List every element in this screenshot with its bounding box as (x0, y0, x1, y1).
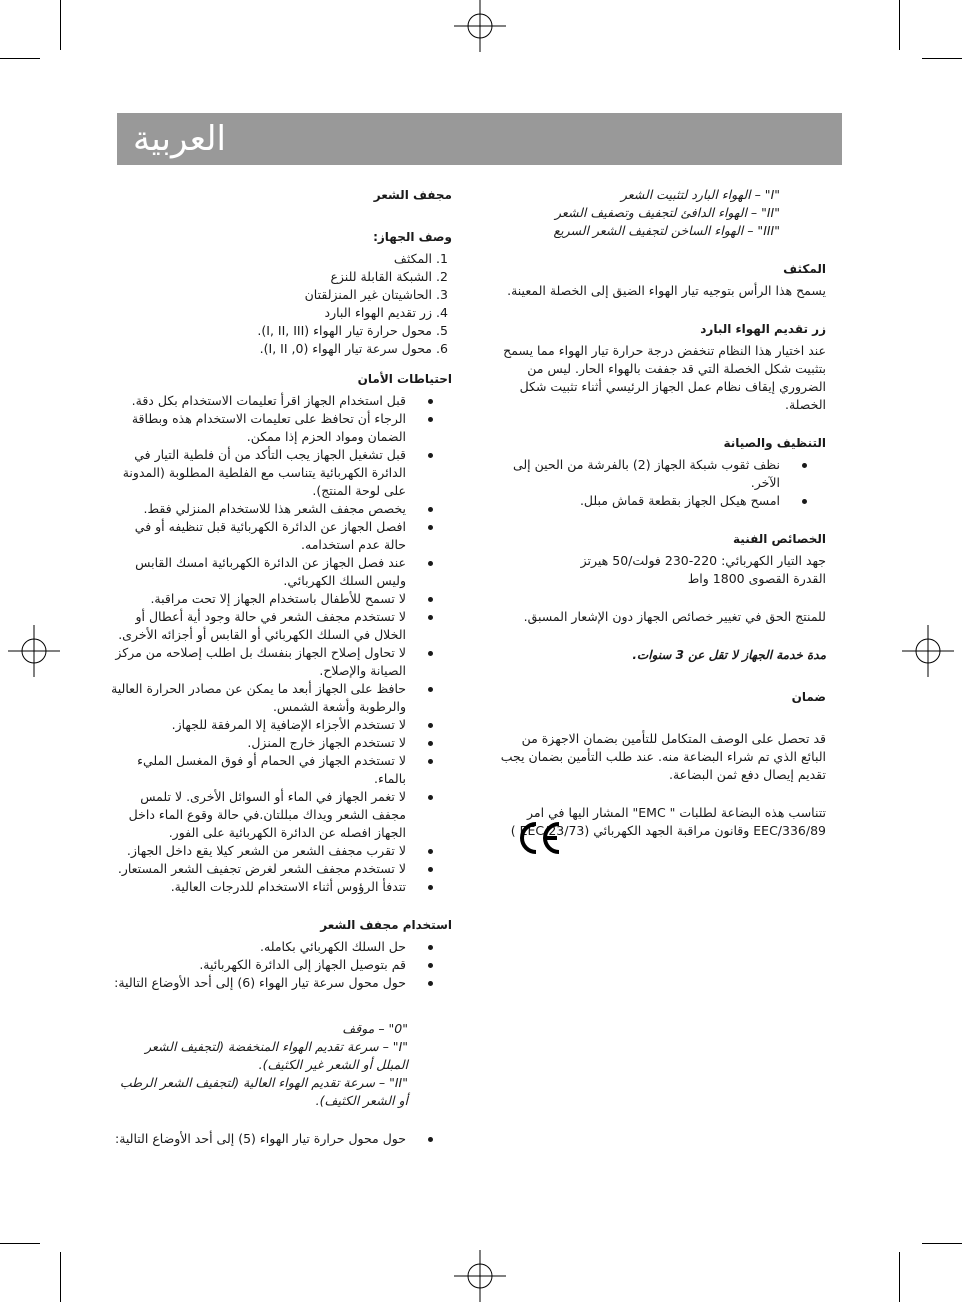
spec-line: جهد التيار الكهربائي: 220-230 فولت/50 هيرتز (580, 553, 826, 568)
list-item: لا تسمح للأطفال باستخدام الجهاز إلا تحت مراقبة. (110, 590, 406, 608)
list-item: حافظ على الجهاز أبعد ما يمكن عن مصادر الحرارة العالية والرطوبة وأشعة الشمس. (111, 681, 406, 714)
list-item: حول محول حرارة تيار الهواء (5) إلى أحد الأوضاع التالية: (110, 1130, 406, 1148)
parts-list (110, 250, 452, 358)
list-item: حل السلك الكهربائي بكامله. (110, 938, 406, 956)
guarantee-heading: ضمان (791, 690, 826, 704)
list-item: امسح هيكل الجهاز بقطعة قماش مبلل. (500, 492, 780, 510)
speed-modes (110, 1020, 452, 1110)
list-item: لا تحاول إصلاح الجهاز بنفسك بل اطلب إصلاحه من مركز الصيانة والإصلاح. (110, 644, 406, 680)
list-item: لا تستخدم الأجزاء الإضافية إلا المرفقة للجهاز. (110, 716, 406, 734)
list-item: 4. زر تقديم الهواء البارد (110, 304, 432, 322)
specs-heading: الخصائص الفنية (733, 532, 826, 546)
registration-mark-icon (8, 625, 60, 677)
mode-line: "I" – الهواء البارد لتثبيت الشعر (620, 187, 780, 202)
crop-mark (60, 1252, 61, 1302)
concentrator-text: يسمح هذا الرأس بتوجيه تيار الهواء الضيق إلى الخصلة المعينة. (507, 283, 826, 298)
usage-heading: استخدام مجفف الشعر (320, 918, 452, 932)
emc-text: تتناسب هذه البضاعة لطلبات " EMC" المشار اليها في امر EEC/336/89 وقانون مراقبة الجهد الكهربائي (EEC/23/73 ) (510, 805, 826, 838)
guarantee-text: قد تحصل على الوصف المتكامل للتأمين بضمان الاجهزة من البائع الذي تم شراء البضاعة منه. عند طلب التأمين بضمان يجب تقديم إيصال دفع ثمن البضاعة. (500, 731, 826, 782)
concentrator-heading: المكثف (783, 262, 826, 276)
safety-list (110, 392, 452, 896)
list-item: قم بتوصيل الجهاز إلى الدائرة الكهربائية. (110, 956, 406, 974)
spec-line: القدرة القصوى 1800 واط (687, 571, 826, 586)
list-item: نظف ثقوب شبكة الجهاز (2) بالفرشة من الحين إلى الآخر. (500, 456, 780, 492)
heat-modes (500, 186, 826, 240)
crop-mark (0, 58, 40, 59)
registration-mark-icon (902, 625, 954, 677)
mode-line: "II" – الهواء الدافئ لتجفيف وتصفيف الشعر (555, 205, 780, 220)
crop-mark (0, 1243, 40, 1244)
list-item: تتدفأ الرؤوس أثناء الاستخدام للدرجات العالية. (110, 878, 406, 896)
safety-heading: احتياطات الأمان (357, 372, 452, 386)
ce-mark-icon (517, 820, 563, 856)
list-item: لا تستخدم الجهاز في الحمام أو فوق المغسل المليء بالماء. (110, 752, 406, 788)
crop-mark (922, 1243, 962, 1244)
left-column (500, 186, 826, 840)
cleaning-list (500, 456, 826, 510)
description-heading: وصف الجهاز: (373, 230, 452, 244)
document-title: مجفف الشعر (373, 188, 452, 202)
list-item: افصل الجهاز عن الدائرة الكهربائية قبل تنظيفه أو في حالة عدم استخدامه. (110, 518, 406, 554)
cool-shot-text: عند اختيار هذا النظام تنخفض درجة حرارة تيار الهواء مما يسمح بتثبيت شكل الخصلة التي قد جففت بالهواء الحار. ليس من الضروري إيقاف نظام عمل الجهاز الرئيسي أثناء تثبيت شكل الخصلة. (503, 343, 826, 412)
mode-line: "I" – سرعة تقديم الهواء المنخفضة (لتجفيف الشعر المبلل أو الشعر غير الكثيف). (145, 1039, 408, 1072)
banner-title: العربية (133, 119, 226, 159)
mode-line: "II" – سرعة تقديم الهواء العالية (لتجفيف الشعر الرطب أو الشعر الكثيف). (119, 1075, 408, 1108)
list-item: عند فصل الجهاز عن الدائرة الكهربائية امسك القابس وليس السلك الكهربائي. (110, 554, 406, 590)
list-item: قبل تشغيل الجهاز يجب التأكد من أن فلطية التيار في الدائرة الكهربائية يتناسب مع الفلطية المطلوبة (المدونة على لوحة المنتج). (110, 446, 406, 500)
list-item: 1. المكثف (110, 250, 432, 268)
cleaning-heading: التنظيف والصيانة (723, 436, 826, 450)
list-item: 5. محول حرارة تيار الهواء (I, II, III). (110, 322, 432, 340)
list-item: لا تستخدم مجفف الشعر لغرض تجفيف الشعر المستعار. (110, 860, 406, 878)
list-item: 3. الحاشيتان غير المنزلقتان (110, 286, 432, 304)
crop-mark (922, 58, 962, 59)
crop-mark (60, 0, 61, 50)
cool-shot-heading: زر تقديم الهواء البارد (700, 322, 826, 336)
list-item: لا تقرب مجفف الشعر من الشعر كيلا يقع داخل الجهاز. (110, 842, 406, 860)
registration-mark-icon (454, 0, 506, 52)
registration-mark-icon (454, 1250, 506, 1302)
language-banner (117, 113, 842, 165)
list-item: 6. محول سرعة تيار الهواء (0, I, II). (110, 340, 432, 358)
list-item: الرجاء أن تحافظ على تعليمات الاستخدام هذه وبطاقة الضمان ومواد الحزم إذا ممكن. (110, 410, 406, 446)
crop-mark (899, 1252, 900, 1302)
service-life: مدة خدمة الجهاز لا تقل عن 3 سنوات. (632, 648, 826, 662)
list-item: لا تستخدم الجهاز خارج المنزل. (110, 734, 406, 752)
crop-mark (899, 0, 900, 50)
usage-list-cont (110, 1130, 452, 1148)
mode-line: "0" – موقف (342, 1021, 408, 1036)
usage-list (110, 938, 452, 992)
list-item: لا تغمر الجهاز في الماء أو السوائل الأخرى. لا تلمس مجفف الشعر ويداك مبللتان.في حالة وقوع الماء داخل الجهاز افصله عن الدائرة الكهربائية على الفور. (110, 788, 406, 842)
list-item: حول محول سرعة تيار الهواء (6) إلى أحد الأوضاع التالية: (110, 974, 406, 992)
mode-line: "III" – الهواء الساخن لتجفيف الشعر السريع (553, 223, 780, 238)
right-column (110, 186, 452, 1148)
list-item: قبل استخدام الجهاز اقرأ تعليمات الاستخدام بكل دقة. (110, 392, 406, 410)
list-item: لا تستخدم مجفف الشعر في حالة وجود أية أعطال أو الخلال في السلك الكهربائي أو القابس أو أجزائه الأخرى. (110, 608, 406, 644)
list-item: 2. الشبكة القابلة للنزع (110, 268, 432, 286)
list-item: يخصص مجفف الشعر هذا للاستخدام المنزلي فقط. (110, 500, 406, 518)
specs-note: للمنتج الحق في تغيير خصائص الجهاز دون الإشعار المسبق. (523, 609, 826, 624)
